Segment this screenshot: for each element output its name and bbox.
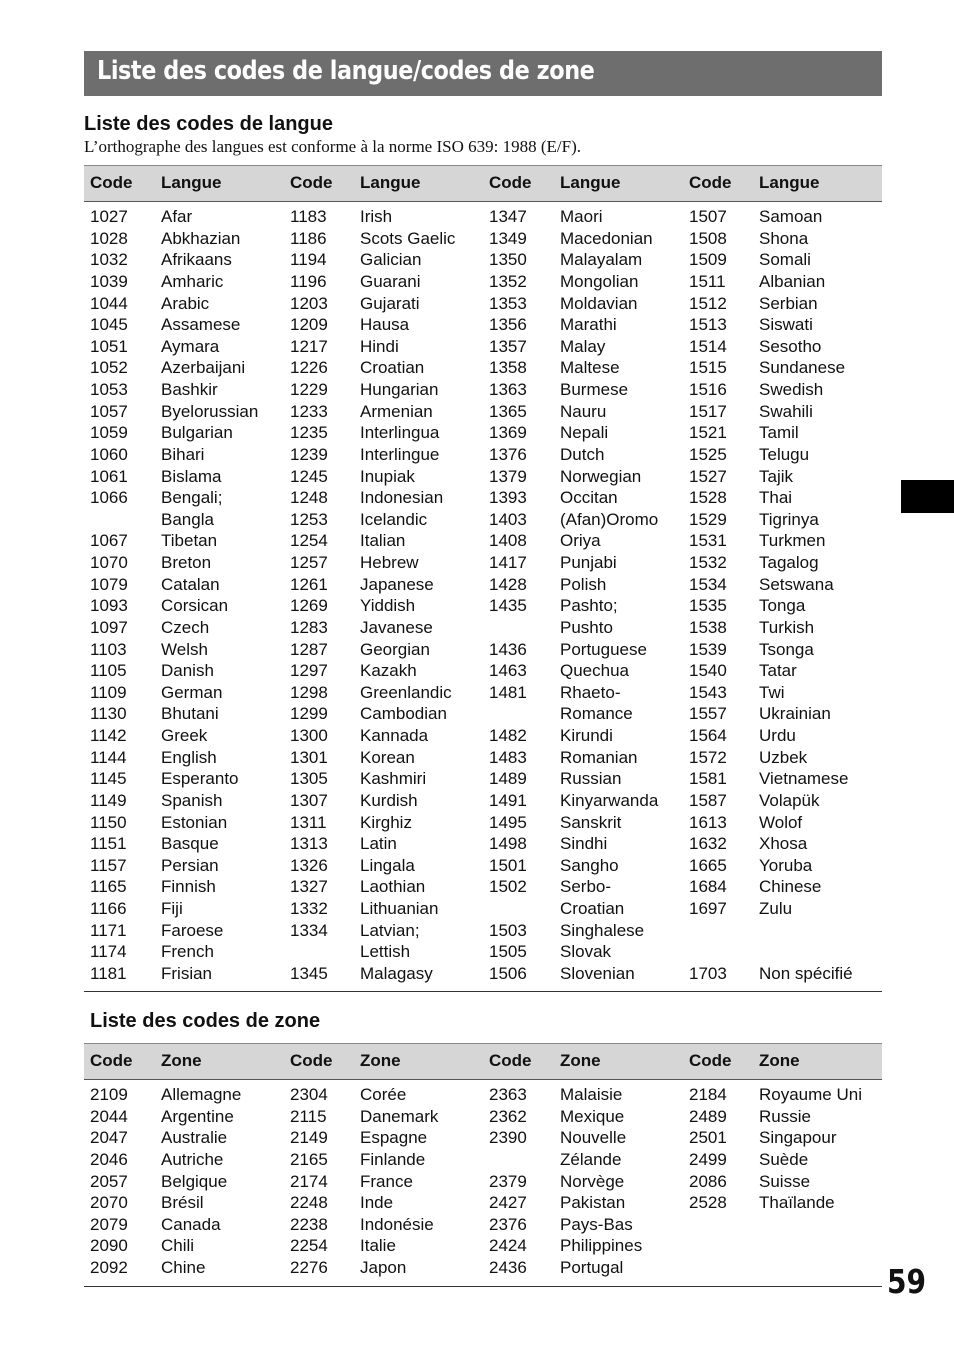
zone-codes-col-4: 2184 2489 2501 2499 2086 2528 [689,1085,727,1213]
zone-codes-col-2: 2304 2115 2149 2165 2174 2248 2238 2254 2276 [290,1085,328,1277]
zone-section-heading: Liste des codes de zone [90,1010,321,1032]
language-section-heading: Liste des codes de langue [84,113,333,135]
header-code-1: Code [90,1051,133,1070]
header-langue-1: Langue [161,173,222,192]
page-number: 59 [887,1262,927,1301]
language-table-header [84,165,882,202]
language-names-col-2: Irish Scots Gaelic Galician Guarani Gujarati Hausa Hindi Croatian Hungarian Armenian Interlingua Interlingue Inupiak Indonesian Icelandic Italian Hebrew Japanese Yiddish Javanese Georgian Kazakh Greenlandic Cambodian Kannada Korean Kashmiri Kurdish Kirghiz Latin Lingala Laothian Lithuanian Latvian; Lettish Malagasy [360,207,456,983]
header-code-3: Code [489,173,532,192]
language-codes-col-4: 1507 1508 1509 1511 1512 1513 1514 1515 1516 1517 1521 1525 1527 1528 1529 1531 1532 1534 1535 1538 1539 1540 1543 1557 1564 1572 1581 1587 1613 1632 1665 1684 1697 1703 [689,207,727,983]
language-names-col-4: Samoan Shona Somali Albanian Serbian Siswati Sesotho Sundanese Swedish Swahili Tamil Telugu Tajik Thai Tigrinya Turkmen Tagalog Setswana Tonga Turkish Tsonga Tatar Twi Ukrainian Urdu Uzbek Vietnamese Volapük Wolof Xhosa Yoruba Chinese Zulu Non spécifié [759,207,853,983]
language-names-col-3: Maori Macedonian Malayalam Mongolian Moldavian Marathi Malay Maltese Burmese Nauru Nepali Dutch Norwegian Occitan (Afan)Oromo Oriya Punjabi Polish Pashto; Pushto Portuguese Quechua Rhaeto- Romance Kirundi Romanian Russian Kinyarwanda Sanskrit Sindhi Sangho Serbo- Croatian Singhalese Slovak Slovenian [560,207,659,983]
header-code-2: Code [290,1051,333,1070]
zone-names-col-4: Royaume Uni Russie Singapour Suède Suisse Thaïlande [759,1085,862,1213]
header-code-4: Code [689,1051,732,1070]
zone-codes-col-3: 2363 2362 2390 2379 2427 2376 2424 2436 [489,1085,527,1277]
zone-table-header [84,1043,882,1080]
header-zone-2: Zone [360,1051,401,1070]
zone-table-bottom-rule [84,1286,882,1287]
header-langue-3: Langue [560,173,621,192]
language-codes-col-1: 1027 1028 1032 1039 1044 1045 1051 1052 1053 1057 1059 1060 1061 1066 1067 1070 1079 1093 1097 1103 1105 1109 1130 1142 1144 1145 1149 1150 1151 1157 1165 1166 1171 1174 1181 [90,207,128,983]
header-code-4: Code [689,173,732,192]
header-code-3: Code [489,1051,532,1070]
language-codes-col-2: 1183 1186 1194 1196 1203 1209 1217 1226 1229 1233 1235 1239 1245 1248 1253 1254 1257 1261 1269 1283 1287 1297 1298 1299 1300 1301 1305 1307 1311 1313 1326 1327 1332 1334 1345 [290,207,328,983]
page-title-bar [84,51,882,96]
language-section-note: L’orthographe des langues est conforme à la norme ISO 639: 1988 (E/F). [84,137,581,156]
language-table-bottom-rule [84,991,882,992]
header-code-1: Code [90,173,133,192]
zone-names-col-2: Corée Danemark Espagne Finlande France Inde Indonésie Italie Japon [360,1085,439,1277]
section-tab-marker [901,480,954,513]
header-zone-1: Zone [161,1051,202,1070]
language-codes-col-3: 1347 1349 1350 1352 1353 1356 1357 1358 1363 1365 1369 1376 1379 1393 1403 1408 1417 1428 1435 1436 1463 1481 1482 1483 1489 1491 1495 1498 1501 1502 1503 1505 1506 [489,207,527,983]
header-code-2: Code [290,173,333,192]
language-names-col-1: Afar Abkhazian Afrikaans Amharic Arabic Assamese Aymara Azerbaijani Bashkir Byelorussian Bulgarian Bihari Bislama Bengali; Bangla Tibetan Breton Catalan Corsican Czech Welsh Danish German Bhutani Greek English Esperanto Spanish Estonian Basque Persian Finnish Fiji Faroese French Frisian [161,207,259,983]
zone-codes-col-1: 2109 2044 2047 2046 2057 2070 2079 2090 2092 [90,1085,128,1277]
zone-names-col-1: Allemagne Argentine Australie Autriche Belgique Brésil Canada Chili Chine [161,1085,242,1277]
zone-names-col-3: Malaisie Mexique Nouvelle Zélande Norvège Pakistan Pays-Bas Philippines Portugal [560,1085,643,1277]
header-zone-3: Zone [560,1051,601,1070]
header-langue-2: Langue [360,173,421,192]
header-zone-4: Zone [759,1051,800,1070]
page-title: Liste des codes de langue/codes de zone [97,56,595,86]
header-langue-4: Langue [759,173,820,192]
